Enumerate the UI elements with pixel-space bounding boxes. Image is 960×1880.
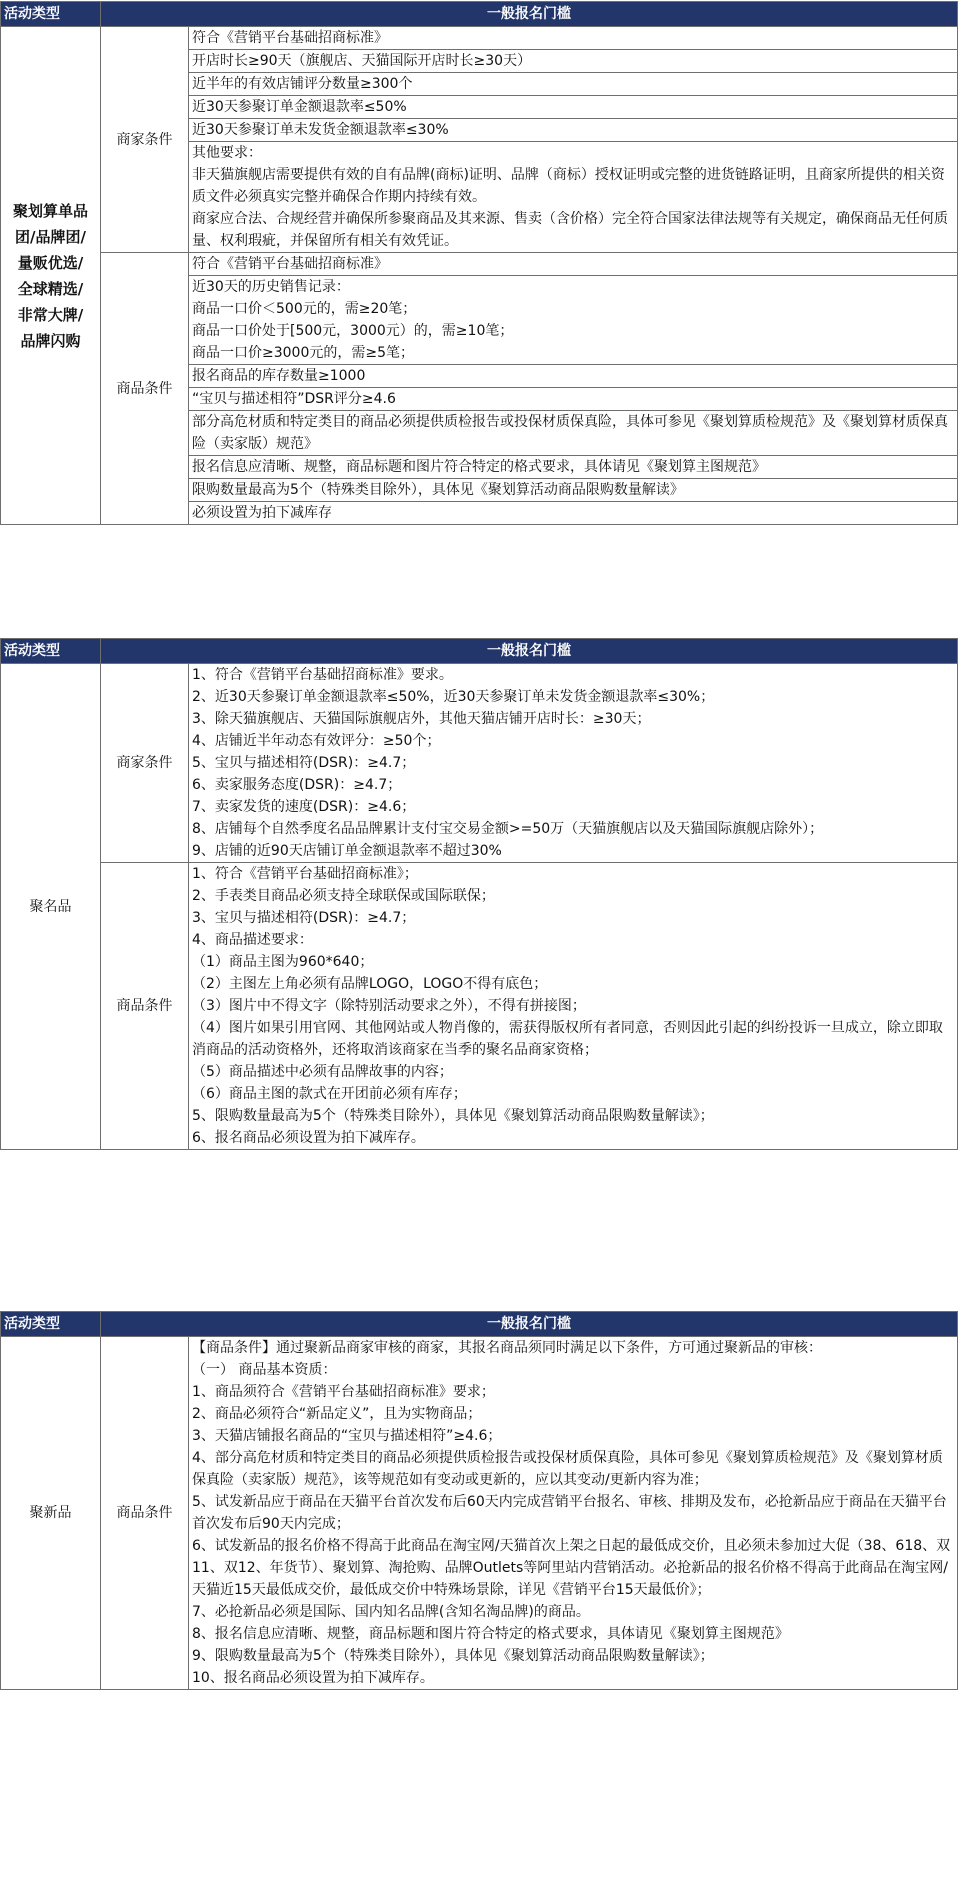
requirement-line: 7、必抢新品必须是国际、国内知名品牌(含知名淘品牌)的商品。 <box>192 1604 590 1620</box>
requirement-line: 10、报名商品必须设置为拍下减库存。 <box>192 1670 434 1686</box>
activity-type-cell <box>1 1337 101 1690</box>
requirement-item: 符合《营销平台基础招商标准》 <box>189 253 958 276</box>
table-row <box>1 253 958 276</box>
product-conditions-label: 商品条件 <box>101 863 189 1150</box>
requirement-line: （5）商品描述中必须有品牌故事的内容； <box>192 1064 453 1080</box>
requirement-line: 3、除天猫旗舰店、天猫国际旗舰店外，其他天猫店铺开店时长：≥30天； <box>192 711 651 727</box>
requirement-item: 符合《营销平台基础招商标准》 <box>189 27 958 50</box>
requirement-line: （4）图片如果引用官网、其他网站或人物肖像的，需获得版权所有者同意，否则因此引起的纠纷投诉一旦成立，除立即取消商品的活动资格外，还将取消该商家在当季的聚名品商家资格； <box>192 1020 943 1058</box>
requirement-item: 报名信息应清晰、规整，商品标题和图片符合特定的格式要求，具体请见《聚划算主图规范》 <box>189 456 958 479</box>
requirement-item: 限购数量最高为5个（特殊类目除外），具体见《聚划算活动商品限购数量解读》 <box>189 479 958 502</box>
requirement-item: “宝贝与描述相符”DSR评分≥4.6 <box>189 388 958 411</box>
table-row <box>1 27 958 50</box>
activity-type-line: 量贩优选/ <box>17 253 84 272</box>
rules-table-juhuasuan <box>0 1 958 525</box>
requirement-line: 2、近30天参聚订单金额退款率≤50%，近30天参聚订单未发货金额退款率≤30%； <box>192 689 715 705</box>
requirement-line: （2）主图左上角必须有品牌LOGO，LOGO不得有底色； <box>192 976 548 992</box>
requirement-item: 近30天参聚订单未发货金额退款率≤30% <box>189 119 958 142</box>
requirement-line: （3）图片中不得文字（除特别活动要求之外），不得有拼接图； <box>192 998 586 1014</box>
requirement-line: 4、商品描述要求： <box>192 932 313 948</box>
requirement-item: 必须设置为拍下减库存 <box>189 502 958 525</box>
requirement-line: 3、天猫店铺报名商品的“宝贝与描述相符”≥4.6； <box>192 1428 502 1444</box>
requirement-line: 1、符合《营销平台基础招商标准》要求。 <box>192 667 453 683</box>
requirement-line: 9、限购数量最高为5个（特殊类目除外），具体见《聚划算活动商品限购数量解读》； <box>192 1648 714 1664</box>
requirement-block <box>189 664 958 863</box>
requirement-line: 3、宝贝与描述相符(DSR)：≥4.7； <box>192 910 416 926</box>
header-activity-type: 活动类型 <box>1 1312 101 1337</box>
requirement-item: 部分高危材质和特定类目的商品必须提供质检报告或投保材质保真险，具体可参见《聚划算质检规范》及《聚划算材质保真险（卖家版）规范》 <box>189 411 958 456</box>
header-activity-type: 活动类型 <box>1 639 101 664</box>
header-general-requirements: 一般报名门槛 <box>101 639 958 664</box>
header-activity-type: 活动类型 <box>1 2 101 27</box>
requirement-item: 商品一口价处于[500元，3000元）的，需≥10笔； <box>189 320 958 342</box>
requirement-line: 8、店铺每个自然季度名品品牌累计支付宝交易金额>=50万（天猫旗舰店以及天猫国际旗舰店除外）； <box>192 821 824 837</box>
requirement-line: 2、商品必须符合“新品定义”，且为实物商品； <box>192 1406 482 1422</box>
requirement-item: 商品一口价≥3000元的，需≥5笔； <box>189 342 958 365</box>
table-row <box>1 1337 958 1690</box>
requirement-line: 6、试发新品的报名价格不得高于此商品在淘宝网/天猫首次上架之日起的最低成交价，且必须未参加过大促（38、618、双11、双12、年货节）、聚划算、淘抢购、品牌Outlets等阿里站内营销活动。必抢新品的报名价格不得高于此商品在淘宝网/天猫近15天最低成交价，最低成交价中特殊场景除，详见《营销平台15天最低价》； <box>192 1538 951 1598</box>
requirement-line: 8、报名信息应清晰、规整，商品标题和图片符合特定的格式要求，具体请见《聚划算主图规范》 <box>192 1626 789 1642</box>
requirement-item: 商家应合法、合规经营并确保所参聚商品及其来源、售卖（含价格）完全符合国家法律法规等有关规定，确保商品无任何质量、权利瑕疵，并保留所有相关有效凭证。 <box>189 208 958 253</box>
header-general-requirements: 一般报名门槛 <box>101 1312 958 1337</box>
activity-type-line: 全球精选/ <box>17 279 84 298</box>
table-row <box>1 863 958 1150</box>
requirement-item: 近30天参聚订单金额退款率≤50% <box>189 96 958 119</box>
requirement-item: 报名商品的库存数量≥1000 <box>189 365 958 388</box>
requirement-item: 近30天的历史销售记录： <box>189 276 958 299</box>
header-general-requirements: 一般报名门槛 <box>101 2 958 27</box>
activity-type-cell <box>1 27 101 525</box>
requirement-line: 5、宝贝与描述相符(DSR)：≥4.7； <box>192 755 416 771</box>
activity-type-line: 聚名品 <box>29 898 72 915</box>
requirement-item: 开店时长≥90天（旗舰店、天猫国际开店时长≥30天） <box>189 50 958 73</box>
requirement-line: 1、商品须符合《营销平台基础招商标准》要求； <box>192 1384 495 1400</box>
requirement-line: 6、报名商品必须设置为拍下减库存。 <box>192 1130 425 1146</box>
requirement-line: 7、卖家发货的速度(DSR)：≥4.6； <box>192 799 416 815</box>
requirement-line: 2、手表类目商品必须支持全球联保或国际联保； <box>192 888 495 904</box>
requirement-line: 6、卖家服务态度(DSR)：≥4.7； <box>192 777 402 793</box>
table-header-row <box>1 2 958 27</box>
table-header-row <box>1 1312 958 1337</box>
requirement-line: 4、部分高危材质和特定类目的商品必须提供质检报告或投保材质保真险，具体可参见《聚划算质检规范》及《聚划算材质保真险（卖家版）规范》，该等规范如有变动或更新的，应以其变动/更新内容为准； <box>192 1450 943 1488</box>
requirement-item: 商品一口价＜500元的，需≥20笔； <box>189 298 958 320</box>
activity-type-line: 品牌闪购 <box>20 331 81 350</box>
requirement-line: 1、符合《营销平台基础招商标准》； <box>192 866 418 882</box>
requirement-item: 其他要求： <box>189 142 958 165</box>
requirement-line: 4、店铺近半年动态有效评分：≥50个； <box>192 733 441 749</box>
table-header-row <box>1 639 958 664</box>
merchant-conditions-label: 商家条件 <box>101 664 189 863</box>
requirement-line: 9、店铺的近90天店铺订单金额退款率不超过30% <box>192 843 502 859</box>
activity-type-line: 聚划算单品 <box>12 201 88 220</box>
activity-type-line: 非常大牌/ <box>17 305 84 324</box>
requirement-line: 5、试发新品应于商品在天猫平台首次发布后60天内完成营销平台报名、审核、排期及发布，必抢新品应于商品在天猫平台首次发布后90天内完成； <box>192 1494 947 1532</box>
activity-type-line: 聚新品 <box>29 1505 72 1521</box>
requirement-block <box>189 1337 958 1690</box>
product-conditions-label: 商品条件 <box>101 253 189 525</box>
requirement-line: （1）商品主图为960*640； <box>192 954 374 970</box>
table-row <box>1 664 958 863</box>
requirement-block <box>189 863 958 1150</box>
rules-table-juxinpin <box>0 1311 958 1690</box>
activity-type-cell <box>1 664 101 1150</box>
requirement-line: 5、限购数量最高为5个（特殊类目除外），具体见《聚划算活动商品限购数量解读》； <box>192 1108 714 1124</box>
requirement-line: （6）商品主图的款式在开团前必须有库存； <box>192 1086 467 1102</box>
requirement-line: （一） 商品基本资质： <box>192 1362 337 1378</box>
product-conditions-label: 商品条件 <box>101 1337 189 1690</box>
requirement-item: 非天猫旗舰店需要提供有效的自有品牌(商标)证明、品牌（商标）授权证明或完整的进货链路证明，且商家所提供的相关资质文件必须真实完整并确保合作期内持续有效。 <box>189 164 958 208</box>
merchant-conditions-label: 商家条件 <box>101 27 189 253</box>
rules-table-jumingpin <box>0 638 958 1150</box>
requirement-line: 【商品条件】通过聚新品商家审核的商家，其报名商品须同时满足以下条件，方可通过聚新品的审核： <box>192 1340 822 1356</box>
activity-type-line: 团/品牌团/ <box>15 227 86 246</box>
requirement-item: 近半年的有效店铺评分数量≥300个 <box>189 73 958 96</box>
